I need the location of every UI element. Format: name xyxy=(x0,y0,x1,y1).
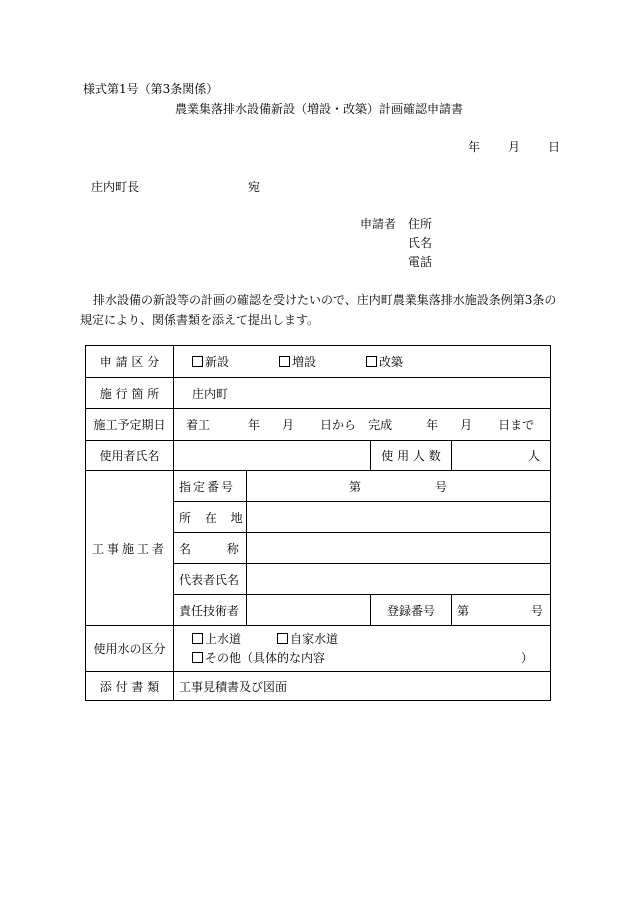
date-year: 年 xyxy=(468,140,481,154)
addressee-name: 庄内町長 xyxy=(91,180,140,194)
attachments-label: 添 付 書 類 xyxy=(86,672,174,701)
row-user xyxy=(86,441,551,471)
form-title: 農業集落排水設備新設（増設・改築）計画確認申請書 xyxy=(175,102,464,116)
engineer-label: 責任技術者 xyxy=(174,595,247,626)
registration-no-label: 登録番号 xyxy=(371,595,452,626)
application-type-options xyxy=(174,346,551,378)
option-public-water[interactable]: 上水道 xyxy=(192,632,241,646)
application-type-label: 申 請 区 分 xyxy=(86,346,174,378)
checkbox-private-water[interactable] xyxy=(277,633,288,644)
location-value[interactable]: 庄内町 xyxy=(174,378,551,409)
checkbox-other[interactable] xyxy=(192,652,203,663)
checkbox-rebuild[interactable] xyxy=(366,356,377,367)
row-designation xyxy=(86,471,551,502)
applicant-phone-label: 電話 xyxy=(408,255,433,269)
location-label: 施 行 箇 所 xyxy=(86,378,174,409)
row-water-type xyxy=(86,626,551,672)
option-private-water[interactable]: 自家水道 xyxy=(277,632,338,646)
row-schedule xyxy=(86,409,551,441)
applicant-address-label: 住所 xyxy=(408,217,433,231)
row-application-type xyxy=(86,346,551,378)
contractor-address-field[interactable] xyxy=(247,502,551,533)
checkbox-new[interactable] xyxy=(192,356,203,367)
user-name-label: 使用者氏名 xyxy=(86,441,174,471)
date-line xyxy=(468,138,560,155)
registration-no-field[interactable]: 第 号 xyxy=(452,595,551,626)
contractor-address-label: 所 在 地 xyxy=(174,502,247,533)
date-day: 日 xyxy=(548,140,561,154)
checkbox-expand[interactable] xyxy=(279,356,290,367)
checkbox-public-water[interactable] xyxy=(192,633,203,644)
form-number: 様式第1号（第3条関係） xyxy=(83,82,219,96)
engineer-field[interactable] xyxy=(247,595,371,626)
schedule-value[interactable]: 着工 年 月 日から 完成 年 月 日まで xyxy=(174,409,551,441)
water-type-label: 使用水の区分 xyxy=(86,626,174,672)
contractor-name-label: 名 称 xyxy=(174,533,247,564)
option-new[interactable]: 新設 xyxy=(192,355,229,369)
option-rebuild[interactable]: 改築 xyxy=(366,355,403,369)
designation-no-label: 指定番号 xyxy=(174,471,247,502)
date-month: 月 xyxy=(508,140,521,154)
representative-field[interactable] xyxy=(247,564,551,595)
applicant-name-label: 氏名 xyxy=(408,236,433,250)
close-paren: ） xyxy=(521,650,534,665)
body-text-line2: 規定により、関係書類を添えて提出します。 xyxy=(80,313,320,327)
row-attachments xyxy=(86,672,551,701)
user-count-field[interactable]: 人 xyxy=(452,441,551,471)
representative-label: 代表者氏名 xyxy=(174,564,247,595)
option-other[interactable]: その他（具体的な内容 xyxy=(192,651,325,665)
contractor-label: 工事施工者 xyxy=(86,471,174,626)
option-expand[interactable]: 増設 xyxy=(279,355,316,369)
applicant-label: 申請者 xyxy=(360,217,397,231)
attachments-value[interactable]: 工事見積書及び図面 xyxy=(174,672,551,701)
designation-no-field[interactable]: 第 号 xyxy=(247,471,551,502)
application-table xyxy=(85,345,551,701)
body-text-line1: 排水設備の新設等の計画の確認を受けたいので、庄内町農業集落排水施設条例第3条の xyxy=(93,293,557,307)
row-location xyxy=(86,378,551,409)
addressee-suffix: 宛 xyxy=(248,180,261,194)
water-type-options xyxy=(174,626,551,672)
user-count-label: 使 用 人 数 xyxy=(371,441,452,471)
schedule-label: 施工予定期日 xyxy=(86,409,174,441)
user-name-field[interactable] xyxy=(174,441,371,471)
contractor-name-field[interactable] xyxy=(247,533,551,564)
